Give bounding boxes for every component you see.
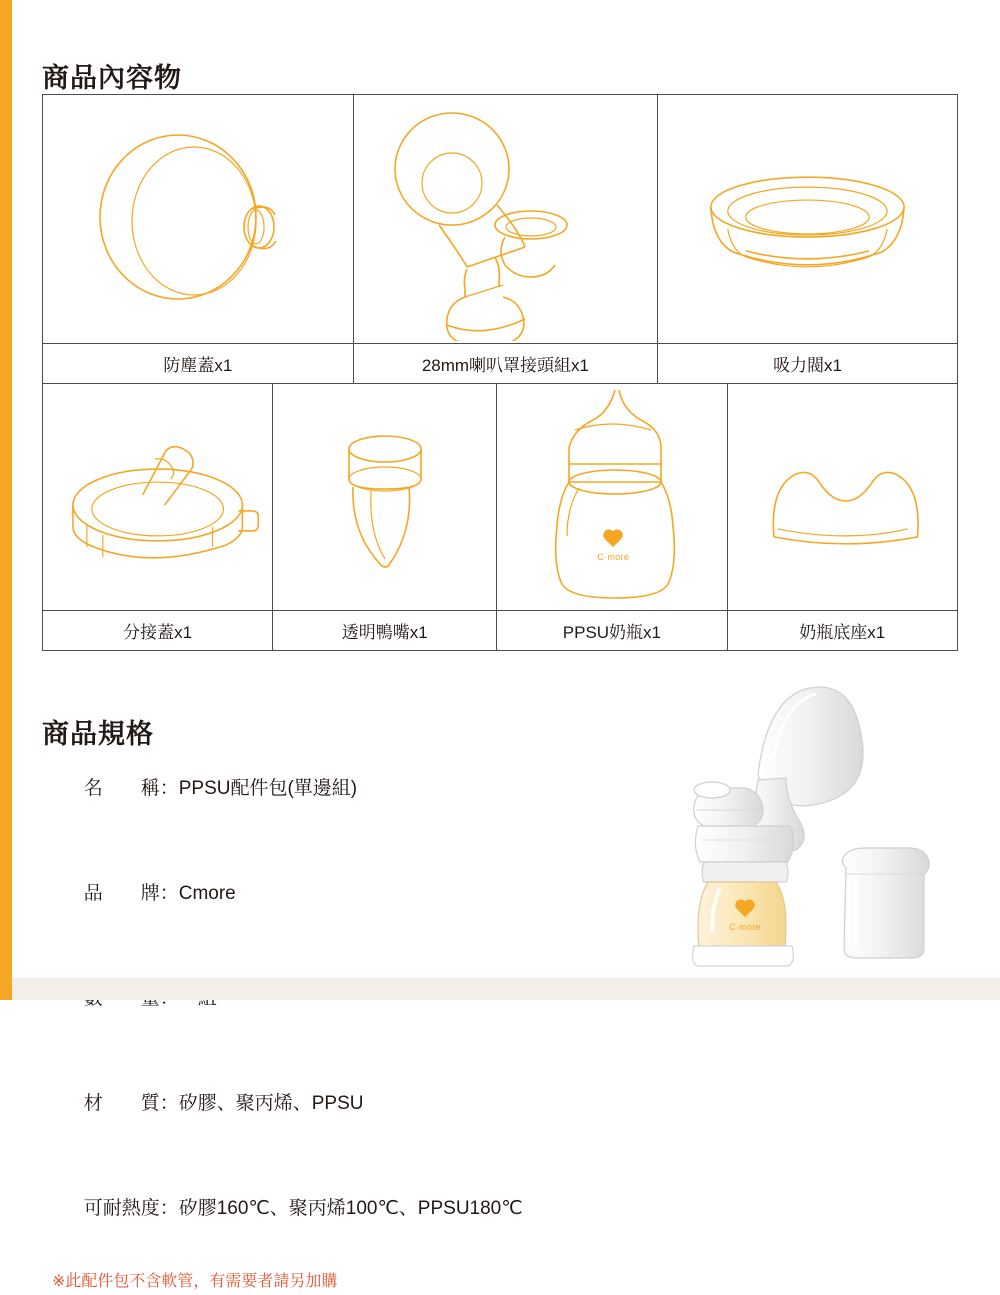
spec-sep: ：	[159, 778, 179, 799]
label-dust-cover: 防塵蓋x1	[43, 343, 354, 383]
spec-sep: ：	[159, 1198, 179, 1219]
bottle-logo	[583, 530, 643, 562]
spec-row-material	[52, 1051, 672, 1156]
left-accent-bar	[0, 0, 12, 1000]
table-row	[43, 95, 957, 343]
spec-key-name: 名 稱	[83, 778, 160, 799]
spec-row-brand	[52, 841, 672, 946]
page-title-contents: 商品內容物	[42, 63, 182, 94]
cell-ppsu-bottle-image	[497, 384, 727, 610]
spec-sep: ：	[159, 883, 179, 904]
heart-icon	[734, 900, 756, 920]
dust-cover-icon	[48, 99, 348, 339]
spec-key-material: 材 質	[83, 1093, 160, 1114]
spec-value-name: PPSU配件包(單邊組)	[178, 778, 358, 799]
table-row	[43, 384, 957, 610]
cell-splitter-cap-image	[43, 384, 273, 610]
bottom-bar-accent	[0, 978, 12, 1000]
table-row-labels	[43, 343, 957, 384]
cell-bottle-base-image	[728, 384, 957, 610]
specs-list	[52, 736, 672, 1295]
ppsu-bottle-icon	[497, 384, 727, 610]
cell-breast-shield-image	[354, 95, 658, 343]
table-row-labels	[43, 610, 957, 650]
photo-logo	[710, 900, 780, 932]
spec-note: ※此配件包不含軟管，有需要者請另加購	[52, 1273, 338, 1290]
spec-key-heat: 可耐熱度	[83, 1198, 160, 1219]
bottom-bar	[0, 978, 1000, 1000]
page-title-specs: 商品規格	[42, 719, 154, 750]
label-ppsu-bottle: PPSU奶瓶x1	[497, 610, 727, 650]
product-photo	[650, 678, 980, 968]
spec-value-brand: Cmore	[178, 883, 236, 904]
cell-duckbill-valve-image	[273, 384, 497, 610]
splitter-cap-icon	[43, 387, 272, 607]
breast-pump-photo-illustration	[650, 678, 980, 968]
photo-logo-text: C·more	[729, 922, 761, 932]
label-splitter-cap: 分接蓋x1	[43, 610, 273, 650]
heart-icon	[602, 530, 624, 550]
label-suction-valve: 吸力閥x1	[658, 343, 957, 383]
bottle-base-icon	[728, 387, 957, 607]
label-duckbill-valve: 透明鴨嘴x1	[273, 610, 497, 650]
spec-sep: ：	[159, 1093, 179, 1114]
spec-row-heat	[52, 1156, 672, 1261]
duckbill-valve-icon	[275, 387, 495, 607]
spec-row-name	[52, 736, 672, 841]
label-bottle-base: 奶瓶底座x1	[728, 610, 957, 650]
spec-value-material: 矽膠、聚丙烯、PPSU	[178, 1093, 364, 1114]
cell-dust-cover-image	[43, 95, 354, 343]
label-breast-shield: 28mm喇叭罩接頭組x1	[354, 343, 658, 383]
suction-valve-icon	[658, 99, 957, 339]
breast-shield-connector-icon	[355, 97, 655, 341]
bottle-logo-text: C·more	[597, 552, 630, 562]
spec-key-brand: 品 牌	[83, 883, 160, 904]
spec-value-heat: 矽膠160℃、聚丙烯100℃、PPSU180℃	[178, 1198, 523, 1219]
cell-suction-valve-image	[658, 95, 957, 343]
package-contents-table	[42, 94, 958, 651]
